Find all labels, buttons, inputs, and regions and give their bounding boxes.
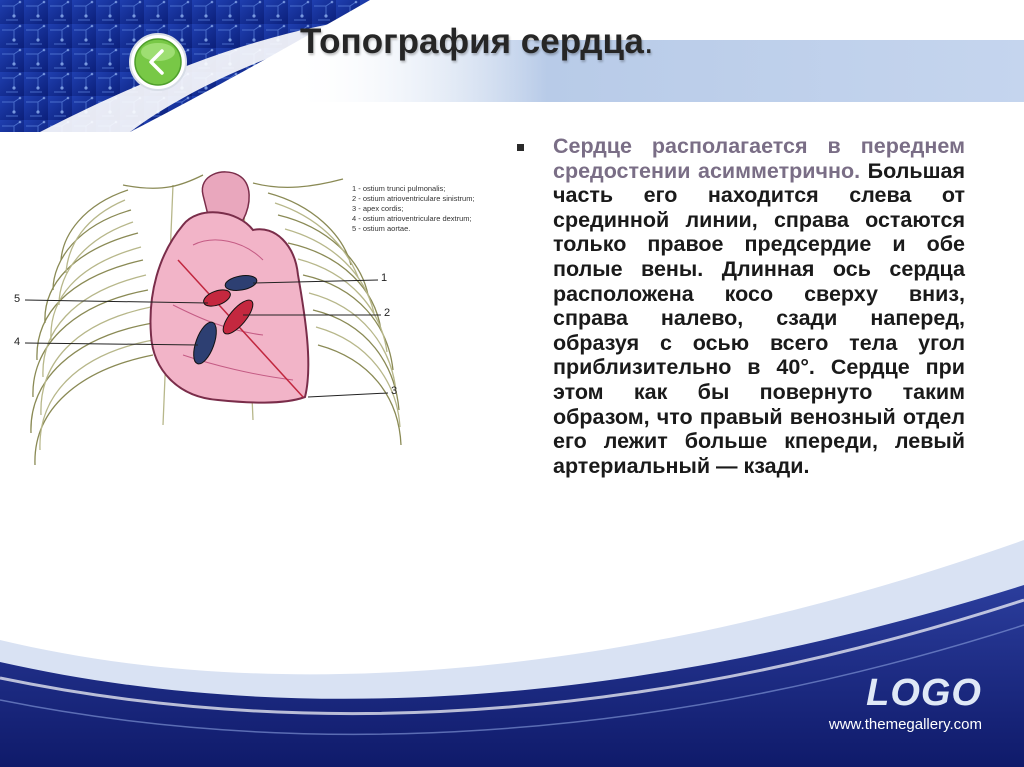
legend-item: 3 - apex cordis; <box>352 204 404 213</box>
bullet-marker <box>517 144 524 151</box>
website-link[interactable]: www.themegallery.com <box>828 716 982 733</box>
slide-title <box>300 22 654 62</box>
legend-item: 1 - ostium trunci pulmonalis; <box>352 184 446 193</box>
legend-item: 5 - ostium aortae. <box>352 224 411 233</box>
logo: LOGO <box>866 672 982 714</box>
legend-item: 2 - ostium atrioventriculare sinistrum; <box>352 194 475 203</box>
chevron-left-icon <box>128 32 188 92</box>
callout-3: 3 <box>391 385 398 397</box>
title-text: Топография сердца <box>300 22 644 61</box>
figure-legend <box>352 184 475 234</box>
body-text-block <box>517 134 965 478</box>
body-highlight: Сердце располагается в переднем средостении асимметрично. <box>553 134 965 183</box>
title-suffix: . <box>643 22 654 61</box>
legend-item: 4 - ostium atrioventriculare dextrum; <box>352 214 472 223</box>
callout-2: 2 <box>384 307 391 319</box>
callout-1: 1 <box>381 272 388 284</box>
back-button[interactable] <box>128 32 188 92</box>
callout-5: 5 <box>14 293 21 305</box>
body-paragraph <box>553 134 965 478</box>
callout-4: 4 <box>14 336 21 348</box>
body-text: Большая часть его находится слева от срединной линии, справа остаются только правое предсердие и обе полые вены. Длинная ось сердца расположена косо сверху вниз, справа налево, сзади наперед, образуя с осью всего тела угол приблизительно в 40°. Сердце при этом как бы повернуто таким образом, что правый венозный отдел его лежит больше кпереди, левый артериальный — кзади. <box>553 158 965 478</box>
